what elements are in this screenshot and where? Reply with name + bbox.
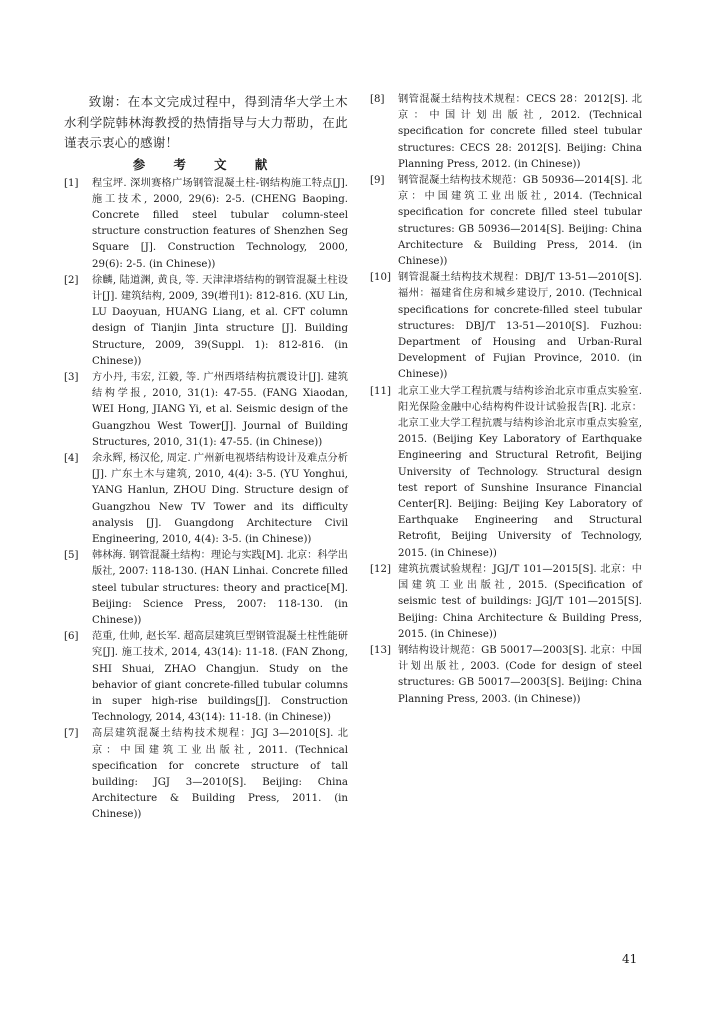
reference-number: [8] <box>370 94 385 105</box>
reference-entry <box>370 173 642 270</box>
reference-number: [7] <box>64 728 79 740</box>
reference-entry <box>64 370 348 451</box>
reference-number: [1] <box>64 177 79 189</box>
reference-text: 程宝坪. 深圳赛格广场钢管混凝土柱-钢结构施工特点[J]. 施工技术, 2000, 29(6): 2-5. (CHENG Baoping. Concrete filled steel tubular column-steel structure construction features of Shenzhen Seg Square [J]. Construction Technology, 2000, 29(6): 2-5. (in Chinese)) <box>92 177 348 270</box>
reference-text: 高层建筑混凝土结构技术规程：JGJ 3—2010[S]. 北京：中国建筑工业出版社, 2011. (Technical specification for concrete structure of tall building: JGJ 3—2010[S]. Beijing: China Architecture & Building Press, 2011. (in Chinese)) <box>92 728 348 821</box>
acknowledgement: 致谢：在本文完成过程中，得到清华大学土木水利学院韩林海教授的热情指导与大力帮助，在此谨表示衷心的感谢！ <box>64 94 348 150</box>
reference-entry <box>370 270 642 383</box>
reference-text: 徐麟, 陆道渊, 黄良, 等. 天津津塔结构的钢管混凝土柱设计[J]. 建筑结构, 2009, 39(增刊1): 812-816. (XU Lin, LU Daoyuan, HUANG Liang, et al. CFT column design of Tianjin Jinta structure [J]. Building Structure, 2009, 39(Suppl. 1): 812-816. (in Chinese)) <box>92 274 348 367</box>
reference-number: [2] <box>64 274 79 286</box>
reference-number: [13] <box>370 644 391 656</box>
reference-entry <box>370 92 642 173</box>
reference-number: [9] <box>370 175 385 187</box>
reference-text: 余永辉, 杨汉伦, 周定. 广州新电视塔结构设计及难点分析[J]. 广东土木与建筑, 2010, 4(4): 3-5. (YU Yonghui, YANG Hanlun, ZHOU Ding. Structure design of Guangzhou New TV Tower and its difficulty analysis [J]. Guangdong Architecture Civil Engineering, 2010, 4(4): 3-5. (in Chinese)) <box>92 452 348 545</box>
reference-entry <box>370 384 642 562</box>
reference-entry <box>64 629 348 726</box>
reference-number: [3] <box>64 371 79 383</box>
reference-entry <box>370 643 642 708</box>
right-column <box>370 92 642 708</box>
reference-text: 钢结构设计规范：GB 50017—2003[S]. 北京：中国计划出版社, 2003. (Code for design of steel structures: GB 50017—2003[S]. Beijing: China Planning Press, 2003. (in Chinese)) <box>398 644 642 705</box>
reference-number: [12] <box>370 563 391 575</box>
left-column <box>64 92 348 824</box>
reference-text: 范重, 仕帅, 赵长军. 超高层建筑巨型钢管混凝土柱性能研究[J]. 施工技术, 2014, 43(14): 11-18. (FAN Zhong, SHI Shuai, ZHAO Changjun. Study on the behavior of giant concrete-filled tubular columns in super high-rise buildings[J]. Construction Technology, 2014, 43(14): 11-18. (in Chinese)) <box>92 631 348 724</box>
reference-number: [10] <box>370 272 391 284</box>
reference-text: 钢管混凝土结构技术规程：DBJ/T 13-51—2010[S]. 福州：福建省住房和城乡建设厅, 2010. (Technical specifications for concrete-filled steel tubular structures: DBJ/T 13-51—2010[S]. Fuzhou: Department of Housing and Urban-Rural Development of Fujian Province, 2010. (in Chinese)) <box>398 272 642 381</box>
reference-list-right <box>370 92 642 708</box>
references-heading: 参 考 文 献 <box>132 156 280 172</box>
reference-text: 北京工业大学工程抗震与结构诊治北京市重点实验室. 阳光保险金融中心结构构件设计试验报告[R]. 北京：北京工业大学工程抗震与结构诊治北京市重点实验室, 2015. (Beijing Key Laboratory of Earthquake Engineering and Structural Retrofit, Beijing University of Technology. Structural design test report of Sunshine Insurance Financial Center[R]. Beijing: Beijing Key Laboratory of Earthquake Engineering and Structural Retrofit, Beijing University of Technology, 2015. (in Chinese)) <box>398 385 642 559</box>
reference-text: 建筑抗震试验规程：JGJ/T 101—2015[S]. 北京：中国建筑工业出版社, 2015. (Specification of seismic test of buildings: JGJ/T 101—2015[S]. Beijing: China Architecture & Building Press, 2015. (in Chinese)) <box>398 563 642 640</box>
reference-entry <box>64 548 348 629</box>
reference-entry <box>64 176 348 273</box>
reference-number: [4] <box>64 452 79 464</box>
reference-text: 钢管混凝土结构技术规范：GB 50936—2014[S]. 北京：中国建筑工业出版社, 2014. (Technical specification for concrete filled steel tubular structures: GB 50936—2014[S]. Beijing: China Architecture & Building Press, 2014. (in Chinese)) <box>398 175 642 268</box>
reference-text: 方小丹, 韦宏, 江毅, 等. 广州西塔结构抗震设计[J]. 建筑结构学报, 2010, 31(1): 47-55. (FANG Xiaodan, WEI Hong, JIANG Yi, et al. Seismic design of the Guangzhou West Tower[J]. Journal of Building Structures, 2010, 31(1): 47-55. (in Chinese)) <box>92 371 348 448</box>
page-number: 41 <box>622 952 638 966</box>
reference-entry <box>64 273 348 370</box>
reference-entry <box>370 562 642 643</box>
reference-text: 韩林海. 钢管混凝土结构：理论与实践[M]. 北京：科学出版社, 2007: 118-130. (HAN Linhai. Concrete filled steel tubular structures: theory and practice[M]. Beijing: Science Press, 2007: 118-130. (in Chinese)) <box>92 550 348 626</box>
reference-number: [6] <box>64 631 79 643</box>
reference-entry <box>64 451 348 548</box>
reference-entry <box>64 726 348 823</box>
reference-text: 钢管混凝土结构技术规程：CECS 28：2012[S]. 北京：中国计划出版社, 2012. (Technical specification for concrete filled steel tubular structures: CECS 28: 2012[S]. Beijing: China Planning Press, 2012. (in Chinese)) <box>398 94 642 170</box>
reference-number: [11] <box>370 385 391 397</box>
reference-number: [5] <box>64 550 79 562</box>
reference-list-left <box>64 176 348 824</box>
